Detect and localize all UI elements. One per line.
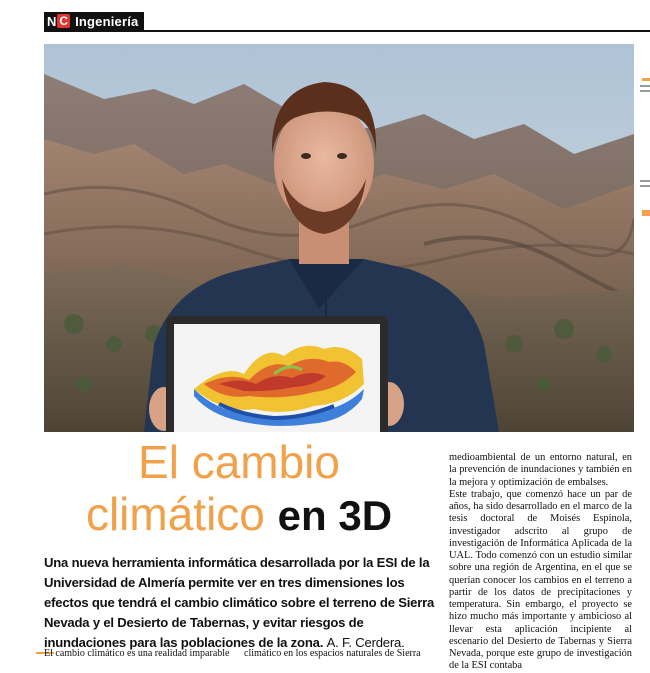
column-3-paragraph-1: medioambiental de un entorno natural, en la prevención de inundaciones y también en la mejora y optimización de embalses. bbox=[449, 452, 632, 488]
section-label: Ingeniería bbox=[75, 13, 139, 29]
magazine-logo-c: C bbox=[59, 14, 69, 28]
column-3 bbox=[449, 452, 632, 673]
column-3-paragraph-2: Este trabajo, que comenzó hace un par de años, ha sido desarrollado en el marco de la tesis doctoral de Moisés Espínola, investigador adscrito al grupo de investigación de Informática Aplicada de la UAL. Todo comenzó con un estudio similar sobre una región de Argentina, en el que se querían conocer los cambios en el terreno a partir de los datos de precipitaciones y temperatura. Sin embargo, el proyecto se hizo mucho más importante y ambicioso al llevar esta aplicación incipiente al escenario del Desierto de Tabernas y Sierra Nevada, porque este grupo de investigación de la ESI contaba bbox=[449, 488, 632, 672]
column-2-start: climático en los espacios naturales de Sierra bbox=[244, 648, 421, 659]
adjacent-page-strip bbox=[640, 70, 650, 230]
magazine-logo-n: N bbox=[47, 13, 57, 29]
author-byline: A. F. Cerdera. bbox=[326, 635, 405, 650]
article-photo bbox=[44, 44, 634, 432]
title-line-2-bold: en 3D bbox=[277, 492, 393, 539]
lead-text: Una nueva herramienta informática desarrollada por la ESI de la Universidad de Almería permite ver en tres dimensiones los efectos que tendrá el cambio climático sobre el terreno de Sierra Nevada y el Desierto de Tabernas, y evitar riesgos de inundaciones para las poblaciones de la zona. bbox=[44, 555, 435, 650]
column-1-start: El cambio climático es una realidad imparable bbox=[44, 648, 230, 659]
article-title bbox=[44, 436, 434, 552]
title-line-2-light: climático bbox=[85, 488, 278, 540]
section-header bbox=[44, 12, 650, 32]
section-tab bbox=[44, 12, 144, 30]
title-line-1: El cambio bbox=[138, 436, 340, 488]
article-lead bbox=[44, 553, 436, 653]
